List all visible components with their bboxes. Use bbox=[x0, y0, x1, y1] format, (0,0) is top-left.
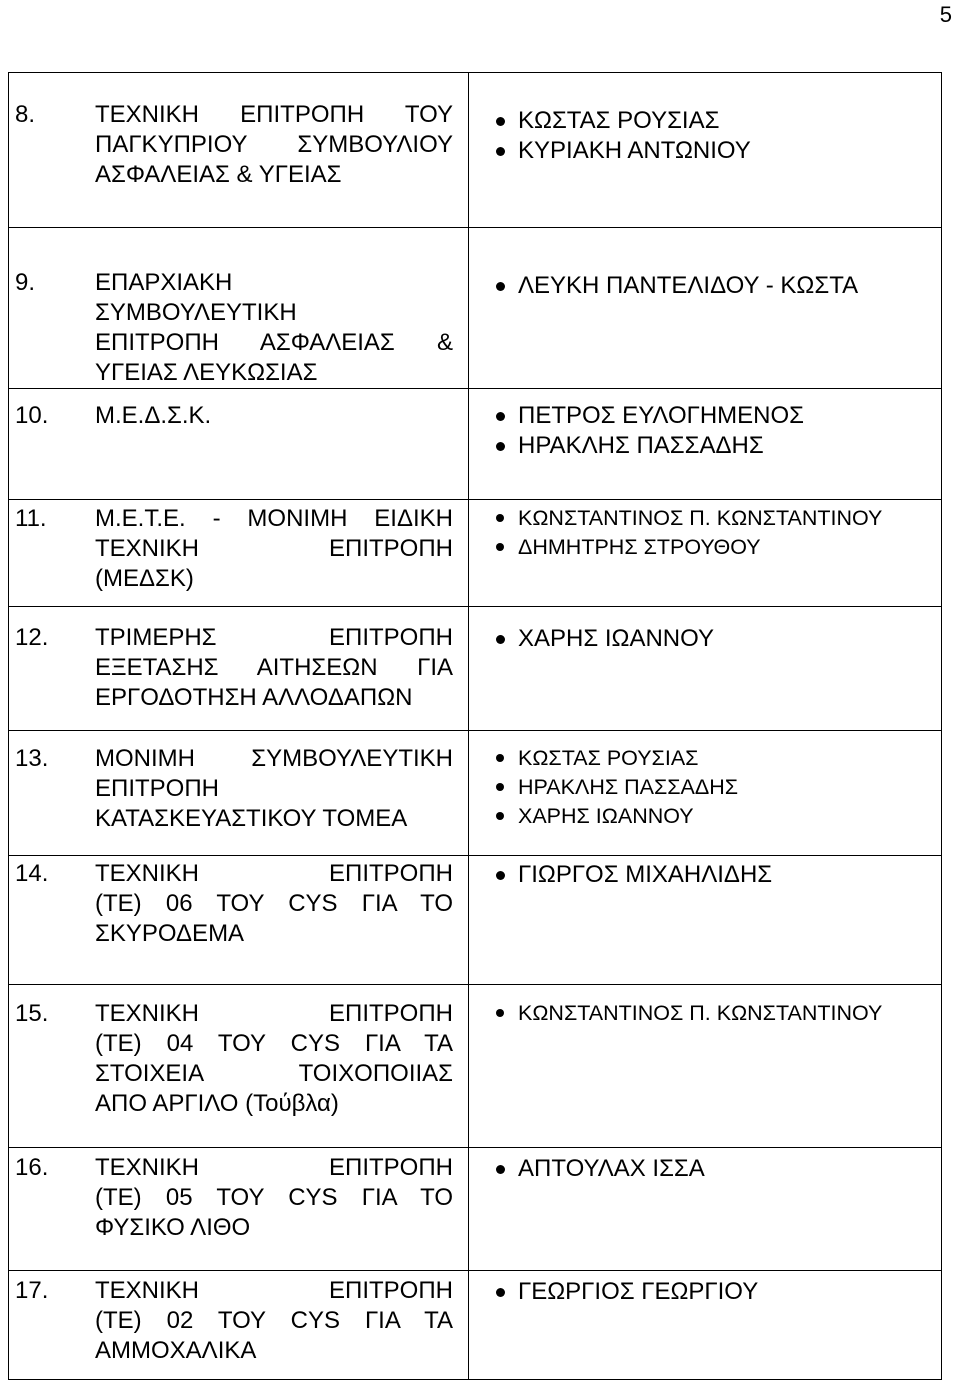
committee-row bbox=[9, 500, 942, 607]
committee-row bbox=[9, 1271, 942, 1380]
committee-title-line: ΤΡΙΜΕΡΗΣ ΕΠΙΤΡΟΠΗ bbox=[95, 624, 453, 651]
member-name: ΑΠΤΟΥΛΑΧ ΙΣΣΑ bbox=[494, 1154, 941, 1184]
committee-name-cell bbox=[9, 73, 469, 228]
committee-title-line: ΣΥΜΒΟΥΛΕΥΤΙΚΗ bbox=[95, 299, 297, 326]
committee-title-line: ΕΡΓΟΔΟΤΗΣΗ ΑΛΛΟΔΑΠΩΝ bbox=[95, 684, 413, 711]
committee-title-line: ΣΚΥΡΟΔΕΜΑ bbox=[95, 920, 245, 947]
member-list bbox=[469, 985, 941, 1028]
member-list bbox=[469, 607, 941, 654]
member-list bbox=[469, 73, 941, 166]
committee-title-line: (ΜΕΔΣΚ) bbox=[95, 565, 194, 592]
committee-title bbox=[95, 268, 453, 388]
committee-title bbox=[95, 504, 453, 594]
committee-title-line: (ΤΕ) 02 ΤΟΥ CYS ΓΙΑ ΤΑ bbox=[95, 1307, 453, 1334]
committee-title-line: ΥΓΕΙΑΣ ΛΕΥΚΩΣΙΑΣ bbox=[95, 359, 318, 386]
member-list bbox=[469, 389, 941, 461]
committee-title-line: ΕΠΙΤΡΟΠΗ bbox=[95, 775, 220, 802]
row-number: 16. bbox=[15, 1154, 49, 1181]
member-name: ΓΙΩΡΓΟΣ ΜΙΧΑΗΛΙΔΗΣ bbox=[494, 860, 941, 890]
member-name: ΓΕΩΡΓΙΟΣ ΓΕΩΡΓΙΟΥ bbox=[494, 1277, 941, 1307]
row-number: 9. bbox=[15, 269, 36, 296]
member-name: ΧΑΡΗΣ ΙΩΑΝΝΟΥ bbox=[494, 624, 941, 654]
committee-row bbox=[9, 731, 942, 856]
committee-title-line: ΕΠΑΡΧΙΑΚΗ bbox=[95, 269, 233, 296]
committee-title-line: Μ.Ε.Τ.Ε. - ΜΟΝΙΜΗ ΕΙΔΙΚΗ bbox=[95, 505, 453, 532]
member-list bbox=[469, 856, 941, 890]
committee-row bbox=[9, 73, 942, 228]
committee-row bbox=[9, 228, 942, 389]
committee-title-line: ΣΤΟΙΧΕΙΑ ΤΟΙΧΟΠΟΙΙΑΣ bbox=[95, 1060, 453, 1087]
committee-name-cell bbox=[9, 607, 469, 731]
member-name: ΗΡΑΚΛΗΣ ΠΑΣΣΑΔΗΣ bbox=[494, 431, 941, 461]
committee-title-line: ΤΕΧΝΙΚΗ ΕΠΙΤΡΟΠΗ bbox=[95, 1000, 453, 1027]
committee-title-line: (ΤΕ) 06 ΤΟΥ CYS ΓΙΑ ΤΟ bbox=[95, 890, 453, 917]
members-cell bbox=[469, 228, 942, 389]
member-list bbox=[469, 1271, 941, 1307]
committee-title-line: ΤΕΧΝΙΚΗ ΕΠΙΤΡΟΠΗ bbox=[95, 535, 453, 562]
committee-row bbox=[9, 1148, 942, 1271]
member-name: ΔΗΜΗΤΡΗΣ ΣΤΡΟΥΘΟΥ bbox=[494, 533, 941, 562]
committee-title bbox=[95, 744, 453, 834]
row-number: 8. bbox=[15, 101, 36, 128]
committee-title bbox=[95, 999, 453, 1119]
committee-title bbox=[95, 623, 453, 713]
member-name: ΚΩΝΣΤΑΝΤΙΝΟΣ Π. ΚΩΝΣΤΑΝΤΙΝΟΥ bbox=[494, 504, 941, 533]
committee-title-line: ΕΞΕΤΑΣΗΣ ΑΙΤΗΣΕΩΝ ΓΙΑ bbox=[95, 654, 453, 681]
row-number: 10. bbox=[15, 402, 49, 429]
committee-title-line: Μ.Ε.Δ.Σ.Κ. bbox=[95, 402, 212, 429]
member-list bbox=[469, 500, 941, 562]
members-cell bbox=[469, 73, 942, 228]
committee-title-line: (ΤΕ) 05 ΤΟΥ CYS ΓΙΑ ΤΟ bbox=[95, 1184, 453, 1211]
members-cell bbox=[469, 985, 942, 1148]
member-list bbox=[469, 1148, 941, 1184]
committee-title-line: ΤΕΧΝΙΚΗ ΕΠΙΤΡΟΠΗ bbox=[95, 1277, 453, 1304]
row-number: 12. bbox=[15, 624, 49, 651]
members-cell bbox=[469, 1148, 942, 1271]
committee-name-cell bbox=[9, 1271, 469, 1380]
committee-title-line: ΚΑΤΑΣΚΕΥΑΣΤΙΚΟΥ ΤΟΜΕΑ bbox=[95, 805, 408, 832]
committee-title bbox=[95, 401, 453, 431]
committee-row bbox=[9, 856, 942, 985]
member-name: ΚΩΝΣΤΑΝΤΙΝΟΣ Π. ΚΩΝΣΤΑΝΤΙΝΟΥ bbox=[494, 999, 941, 1028]
committee-title-line: ΑΜΜΟΧΑΛΙΚΑ bbox=[95, 1337, 257, 1364]
committee-title bbox=[95, 1153, 453, 1243]
page-number: 5 bbox=[939, 2, 952, 27]
committee-name-cell bbox=[9, 228, 469, 389]
committee-title bbox=[95, 859, 453, 949]
member-name: ΠΕΤΡΟΣ ΕΥΛΟΓΗΜΕΝΟΣ bbox=[494, 401, 941, 431]
committee-title-line: ΑΣΦΑΛΕΙΑΣ & ΥΓΕΙΑΣ bbox=[95, 161, 342, 188]
members-cell bbox=[469, 500, 942, 607]
member-list bbox=[469, 228, 941, 301]
committee-table bbox=[8, 72, 942, 1380]
committee-rows bbox=[9, 73, 942, 1380]
member-name: ΗΡΑΚΛΗΣ ΠΑΣΣΑΔΗΣ bbox=[494, 773, 941, 802]
member-name: ΚΩΣΤΑΣ ΡΟΥΣΙΑΣ bbox=[494, 744, 941, 773]
row-number: 11. bbox=[15, 505, 47, 532]
committee-title-line: ΤΕΧΝΙΚΗ ΕΠΙΤΡΟΠΗ bbox=[95, 1154, 453, 1181]
row-number: 13. bbox=[15, 745, 49, 772]
members-cell bbox=[469, 389, 942, 500]
member-list bbox=[469, 731, 941, 831]
row-number: 15. bbox=[15, 1000, 49, 1027]
committee-name-cell bbox=[9, 389, 469, 500]
committee-title-line: ΜΟΝΙΜΗ ΣΥΜΒΟΥΛΕΥΤΙΚΗ bbox=[95, 745, 453, 772]
member-name: ΚΩΣΤΑΣ ΡΟΥΣΙΑΣ bbox=[494, 106, 941, 136]
members-cell bbox=[469, 1271, 942, 1380]
committee-title-line: ΦΥΣΙΚΟ ΛΙΘΟ bbox=[95, 1214, 251, 1241]
committee-title-line: ΤΕΧΝΙΚΗ ΕΠΙΤΡΟΠΗ bbox=[95, 860, 453, 887]
committee-title bbox=[95, 1276, 453, 1366]
committee-title-line: ΠΑΓΚΥΠΡΙΟΥ ΣΥΜΒΟΥΛΙΟΥ bbox=[95, 131, 453, 158]
members-cell bbox=[469, 607, 942, 731]
committee-title-line: (ΤΕ) 04 ΤΟΥ CYS ΓΙΑ ΤΑ bbox=[95, 1030, 453, 1057]
member-name: ΚΥΡΙΑΚΗ ΑΝΤΩΝΙΟΥ bbox=[494, 136, 941, 166]
committee-row bbox=[9, 389, 942, 500]
members-cell bbox=[469, 856, 942, 985]
committee-name-cell bbox=[9, 856, 469, 985]
member-name: ΛΕΥΚΗ ΠΑΝΤΕΛΙΔΟΥ - ΚΩΣΤΑ bbox=[494, 271, 941, 301]
committee-title-line: ΕΠΙΤΡΟΠΗ ΑΣΦΑΛΕΙΑΣ & bbox=[95, 329, 453, 356]
committee-title-line: ΑΠΟ ΑΡΓΙΛΟ (Τούβλα) bbox=[95, 1090, 339, 1117]
row-number: 14. bbox=[15, 860, 49, 887]
committee-row bbox=[9, 607, 942, 731]
committee-title bbox=[95, 100, 453, 190]
row-number: 17. bbox=[15, 1277, 49, 1304]
committee-name-cell bbox=[9, 1148, 469, 1271]
committee-row bbox=[9, 985, 942, 1148]
committee-title-line: ΤΕΧΝΙΚΗ ΕΠΙΤΡΟΠΗ ΤΟΥ bbox=[95, 101, 453, 128]
member-name: ΧΑΡΗΣ ΙΩΑΝΝΟΥ bbox=[494, 802, 941, 831]
committee-name-cell bbox=[9, 500, 469, 607]
committee-name-cell bbox=[9, 985, 469, 1148]
members-cell bbox=[469, 731, 942, 856]
committee-name-cell bbox=[9, 731, 469, 856]
